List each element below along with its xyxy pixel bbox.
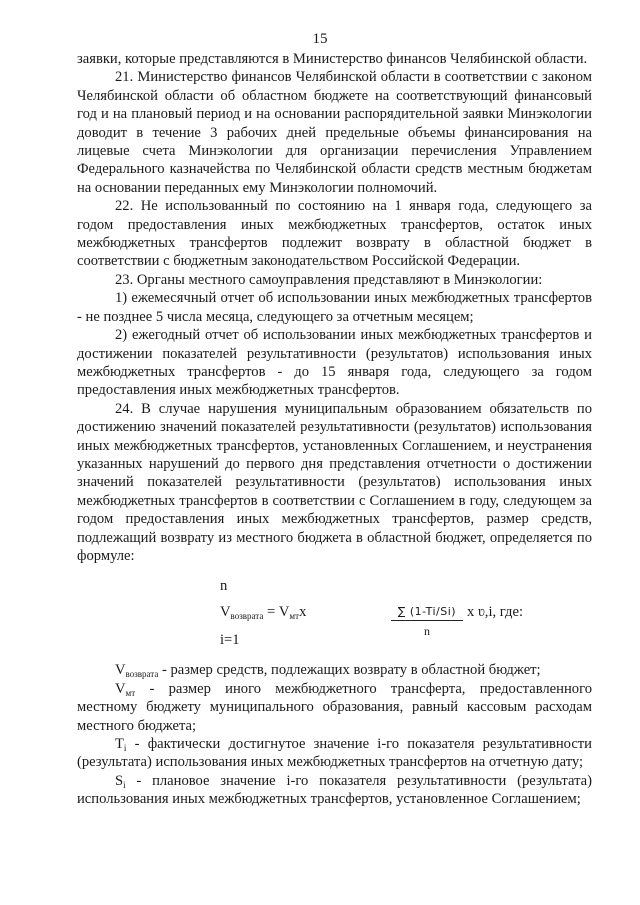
sum-upper-limit: n xyxy=(220,578,228,595)
paragraph-23-item-2: 2) ежегодный отчет об использовании иных межбюджетных трансфертов и достижении показателей результативности (результатов) использования иных межбюджетных трансфертов - до 15 января года, следующего за годом предоставления иных межбюджетных трансфертов. xyxy=(77,327,592,399)
fraction-line xyxy=(391,620,463,621)
formula-tail: x ʋ,i, где: xyxy=(467,604,524,621)
paragraph-24: 24. В случае нарушения муниципальным образованием обязательств по достижению значений показателей результативности (результатов) использования иных межбюджетных трансфертов, установленных Соглашением, и неустранения указанных нарушений до первого дня представления отчетности о достижении значений показателей результативности (результатов) использования иных межбюджетных трансфертов в соответствии с Соглашением в году, следующем за годом предоставления иных межбюджетных трансфертов, размер средств, подлежащий возврату из местного бюджета в областной бюджет, определяется по формуле: xyxy=(77,400,592,564)
page-number: 15 xyxy=(312,31,328,47)
formula-lhs: $V_{возврата} = V_{мт}x$ xyxy=(220,604,307,622)
formula-denominator: n xyxy=(424,624,430,639)
sum-lower-limit: i=1 xyxy=(220,632,240,649)
formula-numerator: ∑ (1-Ti/Si) xyxy=(397,605,457,619)
definition-v-mt: $V_{мт}$ - размер иного межбюджетного трансферта, предоставленного местному бюджету муниципального образования, равный кассовым расходам местного бюджета; xyxy=(77,680,592,734)
definition-t-i: $T_i$ - фактически достигнутое значение i-го показателя результативности (результата) использования иных межбюджетных трансфертов на отчетную дату; xyxy=(77,736,592,771)
paragraph-22: 22. Не использованный по состоянию на 1 января года, следующего за годом предоставления иных межбюджетных трансфертов, остаток иных межбюджетных трансфертов подлежит возврату в областной бюджет в соответствии с бюджетным законодательством Российской Федерации. xyxy=(77,198,592,270)
paragraph-23: 23. Органы местного самоуправления представляют в Минэкологии: xyxy=(115,271,543,288)
paragraph-21: 21. Министерство финансов Челябинской области в соответствии с законом Челябинской области об областном бюджете на соответствующий финансовый год и на плановый период и на основании распорядительной заявки Минэкологии доводит в течение 3 рабочих дней предельные объемы финансирования на лицевые счета Минэкологии для организации перечисления Управлением Федерального казначейства по Челябинской области средств местным бюджетам на основании переданных ему Минэкологии полномочий. xyxy=(77,69,592,196)
refund-formula xyxy=(77,575,592,659)
document-body xyxy=(77,50,592,809)
definition-v-return: $V_{возврата}$ - размер средств, подлежащих возврату в областной бюджет; xyxy=(115,662,541,680)
paragraph-23-item-1: 1) ежемесячный отчет об использовании иных межбюджетных трансфертов - не позднее 5 числа месяца, следующего за отчетным месяцем; xyxy=(77,290,592,325)
paragraph-continuation: заявки, которые представляются в Министерство финансов Челябинской области. xyxy=(77,51,588,67)
definition-s-i: $S_i$ - плановое значение i-го показателя результативности (результата) использования иных межбюджетных трансфертов, установленное Соглашением; xyxy=(77,772,592,808)
